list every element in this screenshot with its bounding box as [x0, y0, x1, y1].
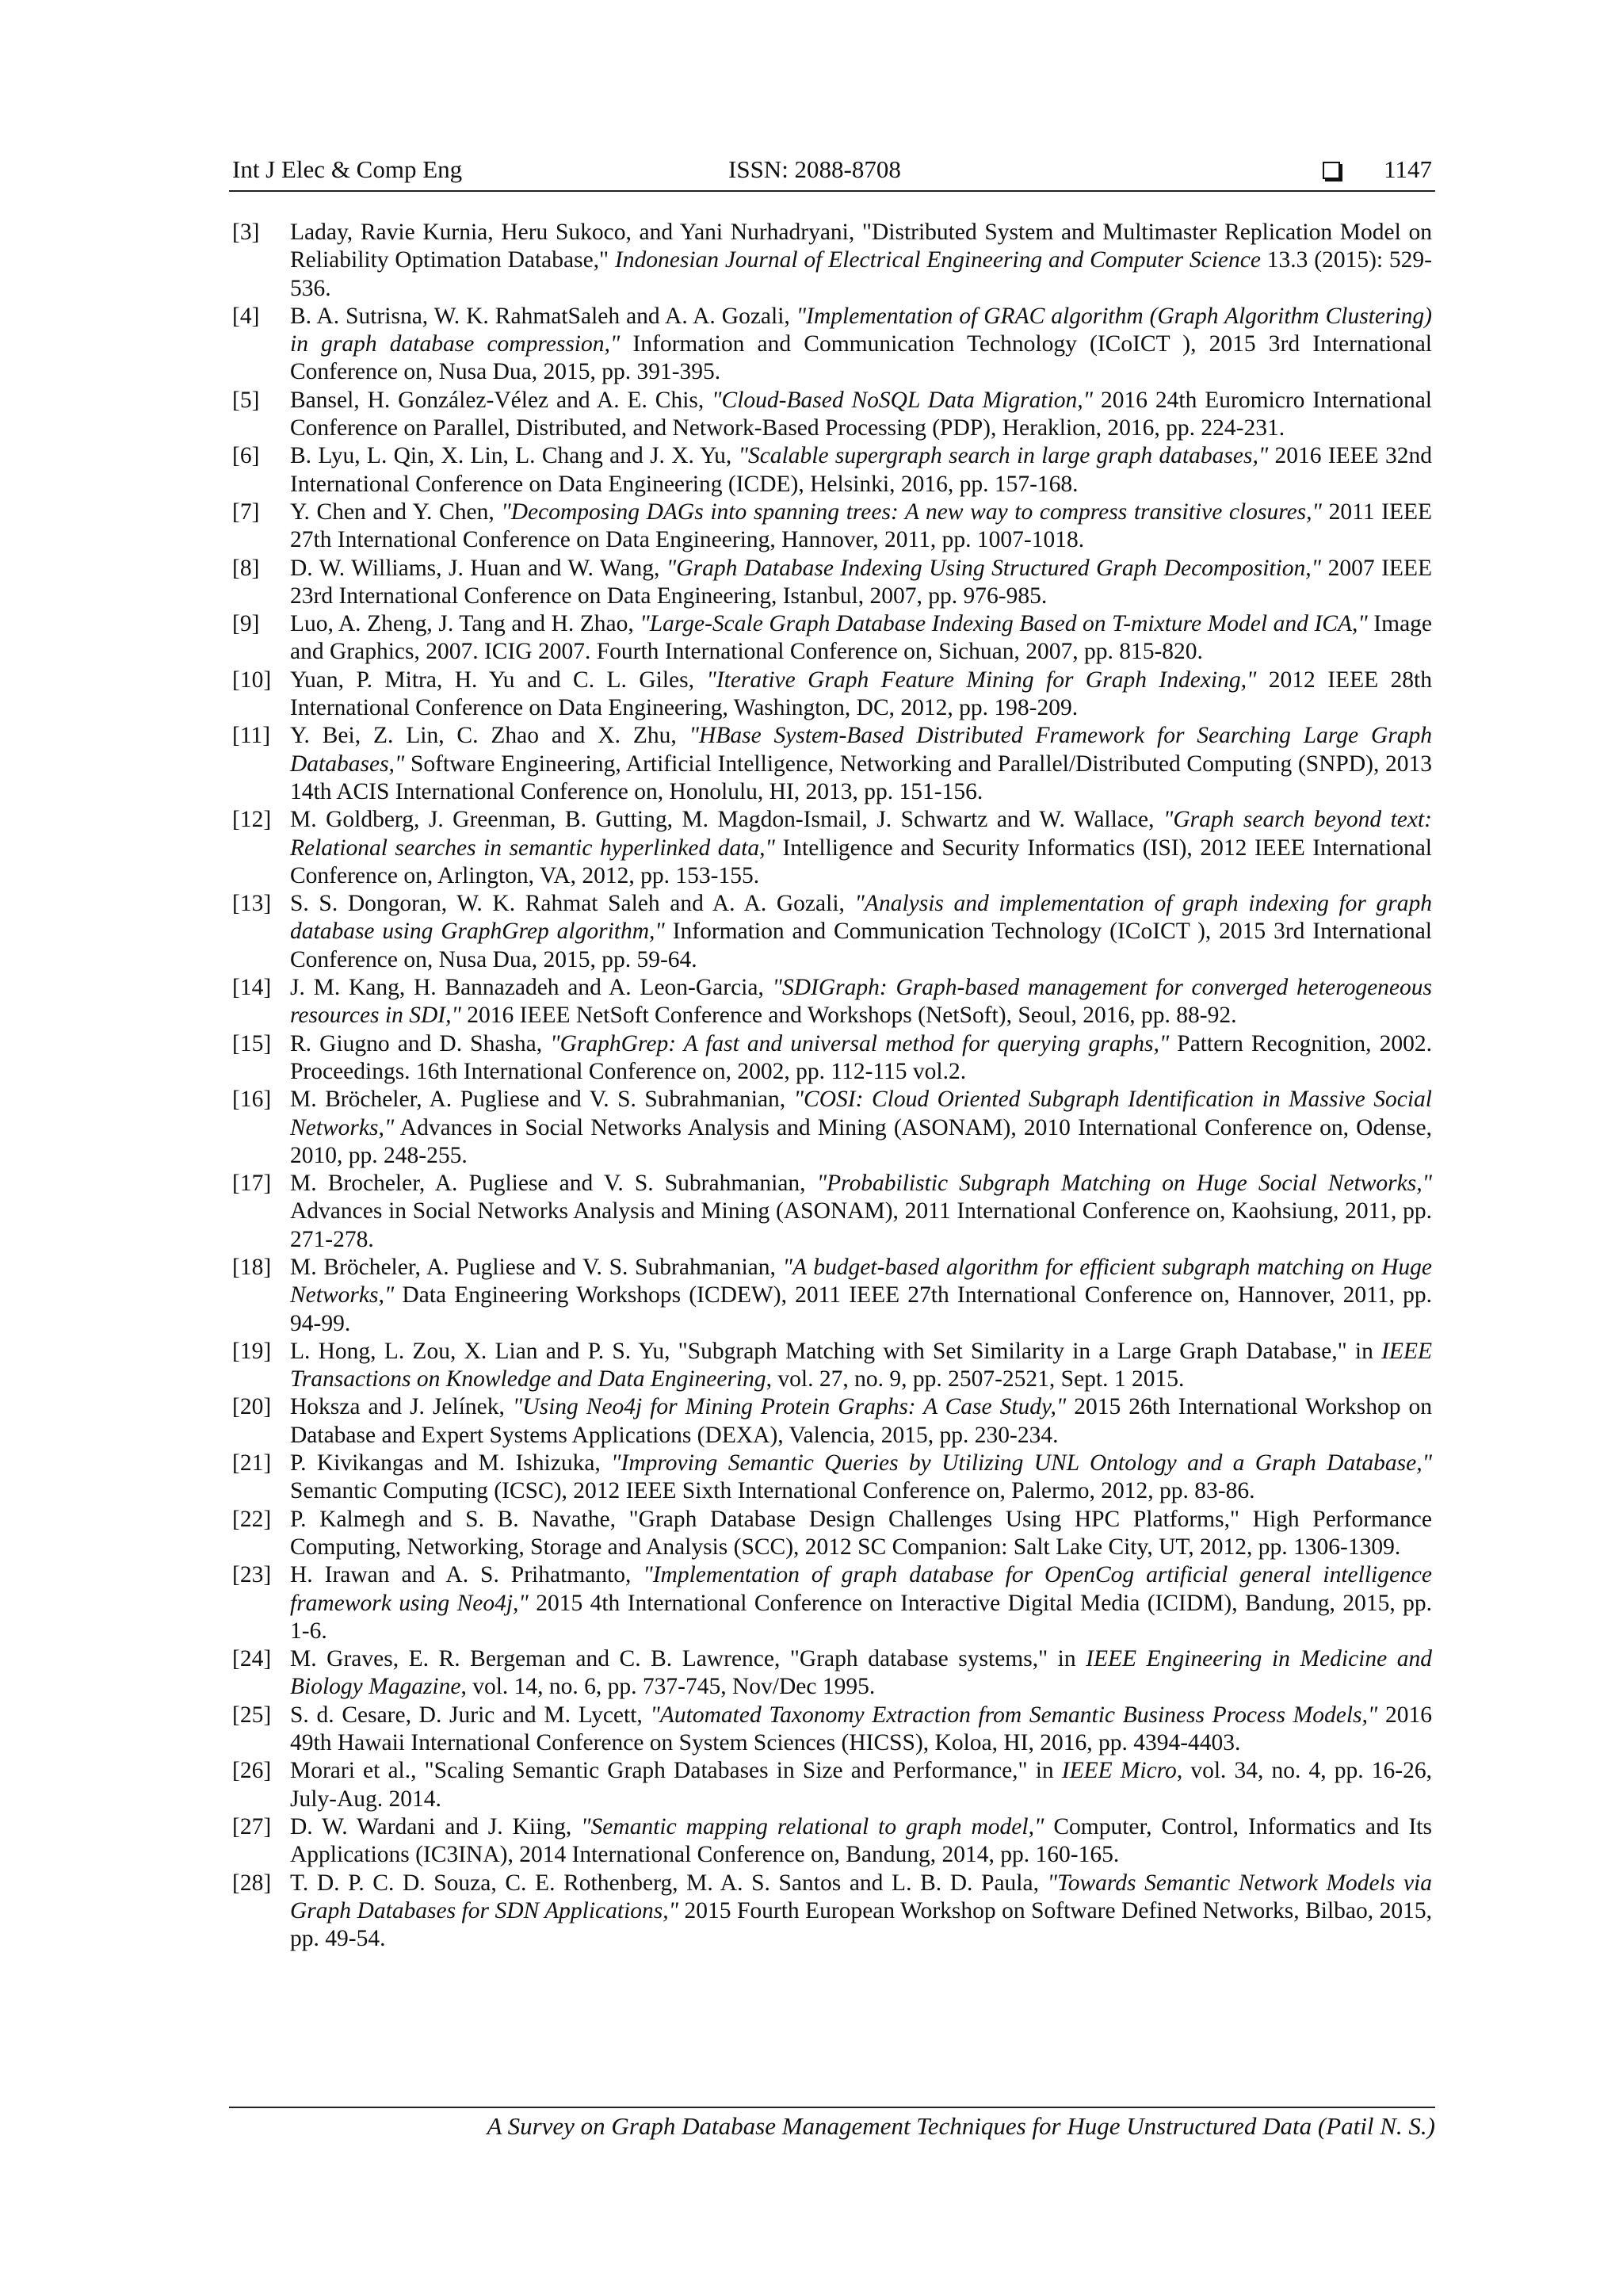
- reference-venue: 2016 24th Euromicro International Conference on Parallel, Distributed, and Network-Based Processing (PDP), Heraklion, 2016, pp. 224-231.: [290, 387, 1433, 441]
- reference-venue: Information and Communication Technology (ICoICT ), 2015 3rd International Conference on, Nusa Dua, 2015, pp. 59-64.: [290, 919, 1432, 972]
- reference-authors: M. Brocheler, A. Pugliese and V. S. Subrahmanian,: [290, 1171, 817, 1197]
- reference-venue: Computer, Control, Informatics and Its Applications (IC3INA), 2014 International Conference on, Bandung, 2014, pp. 160-165.: [290, 1813, 1432, 1868]
- reference-number: [14]: [232, 975, 272, 1001]
- reference-venue: Intelligence and Security Informatics (ISI), 2012 IEEE International Conference on, Arlington, VA, 2012, pp. 153-155.: [290, 835, 1432, 888]
- reference-venue: 2016 IEEE 32nd International Conference on Data Engineering (ICDE), Helsinki, 2016, pp. 157-168.: [290, 443, 1433, 497]
- reference-authors: L. Hong, L. Zou, X. Lian and P. S. Yu, "Subgraph Matching with Set Similarity in a Large Graph Database," in: [290, 1338, 1382, 1364]
- reference-number: [12]: [232, 807, 272, 833]
- running-title: A Survey on Graph Database Management Techniques for Huge Unstructured Data (Patil N. S.): [487, 2112, 1435, 2140]
- reference-title: "Improving Semantic Queries by Utilizing UNL Ontology and a Graph Database,": [611, 1450, 1433, 1477]
- reference-venue: 2016 IEEE NetSoft Conference and Workshops (NetSoft), Seoul, 2016, pp. 88-92.: [460, 1003, 1237, 1029]
- reference-title: "Graph search beyond text: Relational searches in semantic hyperlinked data,": [290, 807, 1432, 861]
- reference-venue: , vol. 27, no. 9, pp. 2507-2521, Sept. 1 2015.: [766, 1366, 1185, 1392]
- reference-item: [232, 1450, 1432, 1506]
- reference-number: [7]: [232, 499, 260, 525]
- reference-item: [232, 1170, 1432, 1254]
- reference-title: "Implementation of GRAC algorithm (Graph Algorithm Clustering) in graph database compression,": [290, 303, 1432, 357]
- journal-name: Int J Elec & Comp Eng: [232, 155, 463, 183]
- reference-title: "HBase System-Based Distributed Framework for Searching Large Graph Databases,": [290, 723, 1432, 777]
- reference-item: [232, 667, 1432, 723]
- reference-authors: P. Kalmegh and S. B. Navathe, "Graph Database Design Challenges Using HPC Platforms," High Performance Computing, Networking, Storage and Analysis (SCC), 2012 SC Companion: Salt Lake City, UT, 2012, pp. 1306-1309.: [290, 1506, 1432, 1560]
- reference-title: "Implementation of graph database for OpenCog artificial general intelligence framework using Neo4j,": [290, 1562, 1432, 1616]
- reference-item: [232, 387, 1432, 443]
- reference-number: [16]: [232, 1087, 272, 1113]
- reference-item: [232, 1645, 1432, 1702]
- reference-title: IEEE Micro: [1061, 1758, 1177, 1784]
- reference-number: [15]: [232, 1030, 272, 1056]
- reference-authors: Morari et al., "Scaling Semantic Graph Databases in Size and Performance," in: [290, 1758, 1062, 1784]
- reference-authors: B. Lyu, L. Qin, X. Lin, L. Chang and J. X. Yu,: [290, 443, 739, 469]
- reference-authors: P. Kivikangas and M. Ishizuka,: [290, 1450, 612, 1477]
- reference-item: [232, 303, 1432, 387]
- issn: ISSN: 2088-8708: [728, 155, 901, 183]
- reference-title: "Cloud-Based NoSQL Data Migration,": [712, 387, 1094, 413]
- reference-number: [26]: [232, 1758, 272, 1784]
- reference-title: "Using Neo4j for Mining Protein Graphs: A Case Study,": [512, 1394, 1067, 1420]
- reference-authors: D. W. Williams, J. Huan and W. Wang,: [290, 555, 666, 581]
- reference-venue: Advances in Social Networks Analysis and Mining (ASONAM), 2010 International Conference on, Odense, 2010, pp. 248-255.: [290, 1114, 1432, 1168]
- reference-authors: M. Goldberg, J. Greenman, B. Gutting, M. Magdon-Ismail, J. Schwartz and W. Wallace,: [290, 807, 1163, 833]
- reference-venue: , vol. 14, no. 6, pp. 737-745, Nov/Dec 1995.: [460, 1674, 876, 1700]
- reference-authors: B. A. Sutrisna, W. K. RahmatSaleh and A. A. Gozali,: [290, 303, 796, 329]
- reference-venue: 13.3 (2015): 529-536.: [290, 247, 1432, 301]
- reference-number: [8]: [232, 555, 260, 581]
- reference-number: [13]: [232, 891, 272, 917]
- reference-venue: Software Engineering, Artificial Intelligence, Networking and Parallel/Distributed Computing (SNPD), 2013 14th ACIS International Conference on, Honolulu, HI, 2013, pp. 151-156.: [290, 751, 1432, 804]
- reference-title: "SDIGraph: Graph-based management for converged heterogeneous resources in SDI,": [290, 975, 1432, 1029]
- reference-item: [232, 722, 1432, 806]
- reference-venue: Image and Graphics, 2007. ICIG 2007. Fourth International Conference on, Sichuan, 2007, pp. 815-820.: [290, 611, 1433, 665]
- reference-authors: J. M. Kang, H. Bannazadeh and A. Leon-Garcia,: [290, 975, 773, 1001]
- reference-list: [232, 219, 1432, 1953]
- reference-item: [232, 1506, 1432, 1562]
- reference-number: [23]: [232, 1562, 272, 1588]
- reference-item: [232, 1393, 1432, 1450]
- reference-authors: Hoksza and J. Jelínek,: [290, 1394, 513, 1420]
- reference-item: [232, 442, 1432, 499]
- reference-authors: H. Irawan and A. S. Prihatmanto,: [290, 1562, 643, 1588]
- reference-item: [232, 555, 1432, 611]
- reference-venue: Advances in Social Networks Analysis and Mining (ASONAM), 2011 International Conference on, Kaohsiung, 2011, pp. 271-278.: [290, 1198, 1432, 1252]
- reference-title: "A budget-based algorithm for efficient subgraph matching on Huge Networks,": [290, 1254, 1432, 1308]
- reference-item: [232, 1561, 1432, 1645]
- reference-number: [21]: [232, 1450, 272, 1477]
- reference-venue: 2015 4th International Conference on Interactive Digital Media (ICIDM), Bandung, 2015, pp. 1-6.: [290, 1590, 1432, 1644]
- reference-title: "Analysis and implementation of graph indexing for graph database using GraphGrep algorithm,": [290, 891, 1432, 945]
- reference-authors: Yuan, P. Mitra, H. Yu and C. L. Giles,: [290, 667, 707, 693]
- footer-divider: [229, 2107, 1435, 2108]
- reference-number: [25]: [232, 1702, 272, 1728]
- reference-number: [24]: [232, 1646, 272, 1672]
- reference-number: [27]: [232, 1813, 272, 1839]
- reference-venue: 2011 IEEE 27th International Conference on Data Engineering, Hannover, 2011, pp. 1007-1018.: [290, 499, 1433, 553]
- reference-title: "Large-Scale Graph Database Indexing Based on T-mixture Model and ICA,": [640, 611, 1368, 637]
- reference-authors: D. W. Wardani and J. Kiing,: [290, 1813, 582, 1839]
- page-number: 1147: [1384, 155, 1432, 183]
- reference-venue: 2016 49th Hawaii International Conference on System Sciences (HICSS), Koloa, HI, 2016, pp. 4394-4403.: [290, 1702, 1433, 1756]
- reference-authors: M. Graves, E. R. Bergeman and C. B. Lawrence, "Graph database systems," in: [290, 1646, 1086, 1672]
- reference-title: "Probabilistic Subgraph Matching on Huge Social Networks,": [816, 1171, 1432, 1197]
- reference-item: [232, 1338, 1432, 1394]
- reference-number: [10]: [232, 667, 272, 693]
- reference-title: "Decomposing DAGs into spanning trees: A new way to compress transitive closures,": [501, 499, 1322, 525]
- reference-title: IEEE Transactions on Knowledge and Data Engineering: [290, 1338, 1432, 1392]
- reference-number: [19]: [232, 1338, 272, 1364]
- reference-venue: Data Engineering Workshops (ICDEW), 2011 IEEE 27th International Conference on, Hannover, 2011, pp. 94-99.: [290, 1282, 1432, 1336]
- reference-venue: 2015 26th International Workshop on Database and Expert Systems Applications (DEXA), Valencia, 2015, pp. 230-234.: [290, 1394, 1432, 1448]
- reference-authors: Y. Chen and Y. Chen,: [290, 499, 502, 525]
- reference-venue: Semantic Computing (ICSC), 2012 IEEE Sixth International Conference on, Palermo, 2012, pp. 83-86.: [290, 1478, 1255, 1504]
- reference-authors: T. D. P. C. D. Souza, C. E. Rothenberg, M. A. S. Santos and L. B. D. Paula,: [290, 1870, 1048, 1896]
- reference-item: [232, 1757, 1432, 1813]
- reference-authors: M. Bröcheler, A. Pugliese and V. S. Subrahmanian,: [290, 1087, 794, 1113]
- reference-venue: , vol. 34, no. 4, pp. 16-26, July-Aug. 2014.: [290, 1758, 1432, 1812]
- reference-title: Indonesian Journal of Electrical Engineering and Computer Science: [614, 247, 1261, 273]
- reference-item: [232, 1086, 1432, 1170]
- reference-item: [232, 806, 1432, 890]
- reference-number: [6]: [232, 443, 260, 469]
- reference-title: "GraphGrep: A fast and universal method for querying graphs,": [550, 1030, 1170, 1056]
- reference-number: [20]: [232, 1394, 272, 1420]
- reference-number: [22]: [232, 1506, 272, 1532]
- reference-number: [3]: [232, 220, 260, 245]
- reference-item: [232, 974, 1432, 1030]
- reference-item: [232, 1813, 1432, 1870]
- reference-venue: 2015 Fourth European Workshop on Software Defined Networks, Bilbao, 2015, pp. 49-54.: [290, 1897, 1432, 1952]
- page-header: [229, 155, 1435, 192]
- reference-venue: 2012 IEEE 28th International Conference on Data Engineering, Washington, DC, 2012, pp. 198-209.: [290, 667, 1433, 721]
- reference-venue: Information and Communication Technology (ICoICT ), 2015 3rd International Conference on, Nusa Dua, 2015, pp. 391-395.: [290, 331, 1432, 385]
- reference-item: [232, 1702, 1432, 1758]
- reference-item: [232, 219, 1432, 303]
- reference-title: "Graph Database Indexing Using Structured Graph Decomposition,": [666, 555, 1322, 581]
- reference-number: [11]: [232, 723, 271, 749]
- reference-title: "COSI: Cloud Oriented Subgraph Identification in Massive Social Networks,": [290, 1087, 1432, 1140]
- reference-authors: R. Giugno and D. Shasha,: [290, 1030, 551, 1056]
- reference-item: [232, 499, 1432, 555]
- reference-item: [232, 1870, 1432, 1954]
- reference-title: "Towards Semantic Network Models via Graph Databases for SDN Applications,": [290, 1870, 1432, 1924]
- reference-item: [232, 1030, 1432, 1087]
- reference-item: [232, 1254, 1432, 1338]
- reference-title: IEEE Engineering in Medicine and Biology Magazine: [290, 1646, 1432, 1700]
- reference-number: [5]: [232, 387, 260, 413]
- reference-authors: S. S. Dongoran, W. K. Rahmat Saleh and A. A. Gozali,: [290, 891, 855, 917]
- reference-item: [232, 890, 1432, 974]
- reference-authors: M. Bröcheler, A. Pugliese and V. S. Subrahmanian,: [290, 1254, 783, 1280]
- reference-number: [18]: [232, 1254, 272, 1280]
- reference-authors: Luo, A. Zheng, J. Tang and H. Zhao,: [290, 611, 640, 637]
- reference-authors: Bansel, H. González-Vélez and A. E. Chis,: [290, 387, 712, 413]
- reference-title: "Semantic mapping relational to graph model,": [581, 1813, 1044, 1839]
- reference-number: [9]: [232, 611, 260, 637]
- reference-authors: Laday, Ravie Kurnia, Heru Sukoco, and Yani Nurhadryani, "Distributed System and Multimaster Replication Model on Reliability Optimation Database,": [290, 220, 1432, 273]
- reference-authors: S. d. Cesare, D. Juric and M. Lycett,: [290, 1702, 651, 1728]
- reference-number: [17]: [232, 1171, 272, 1197]
- reference-title: "Iterative Graph Feature Mining for Graph Indexing,": [706, 667, 1257, 693]
- reference-venue: Pattern Recognition, 2002. Proceedings. 16th International Conference on, 2002, pp. 112-115 vol.2.: [290, 1030, 1432, 1084]
- reference-title: "Automated Taxonomy Extraction from Semantic Business Process Models,": [650, 1702, 1378, 1728]
- reference-venue: 2007 IEEE 23rd International Conference on Data Engineering, Istanbul, 2007, pp. 976-985.: [290, 555, 1432, 609]
- reference-title: "Scalable supergraph search in large graph databases,": [738, 443, 1269, 469]
- square-icon: [1323, 162, 1340, 179]
- reference-item: [232, 610, 1432, 667]
- reference-authors: Y. Bei, Z. Lin, C. Zhao and X. Zhu,: [290, 723, 689, 749]
- reference-number: [4]: [232, 303, 260, 329]
- reference-number: [28]: [232, 1870, 272, 1896]
